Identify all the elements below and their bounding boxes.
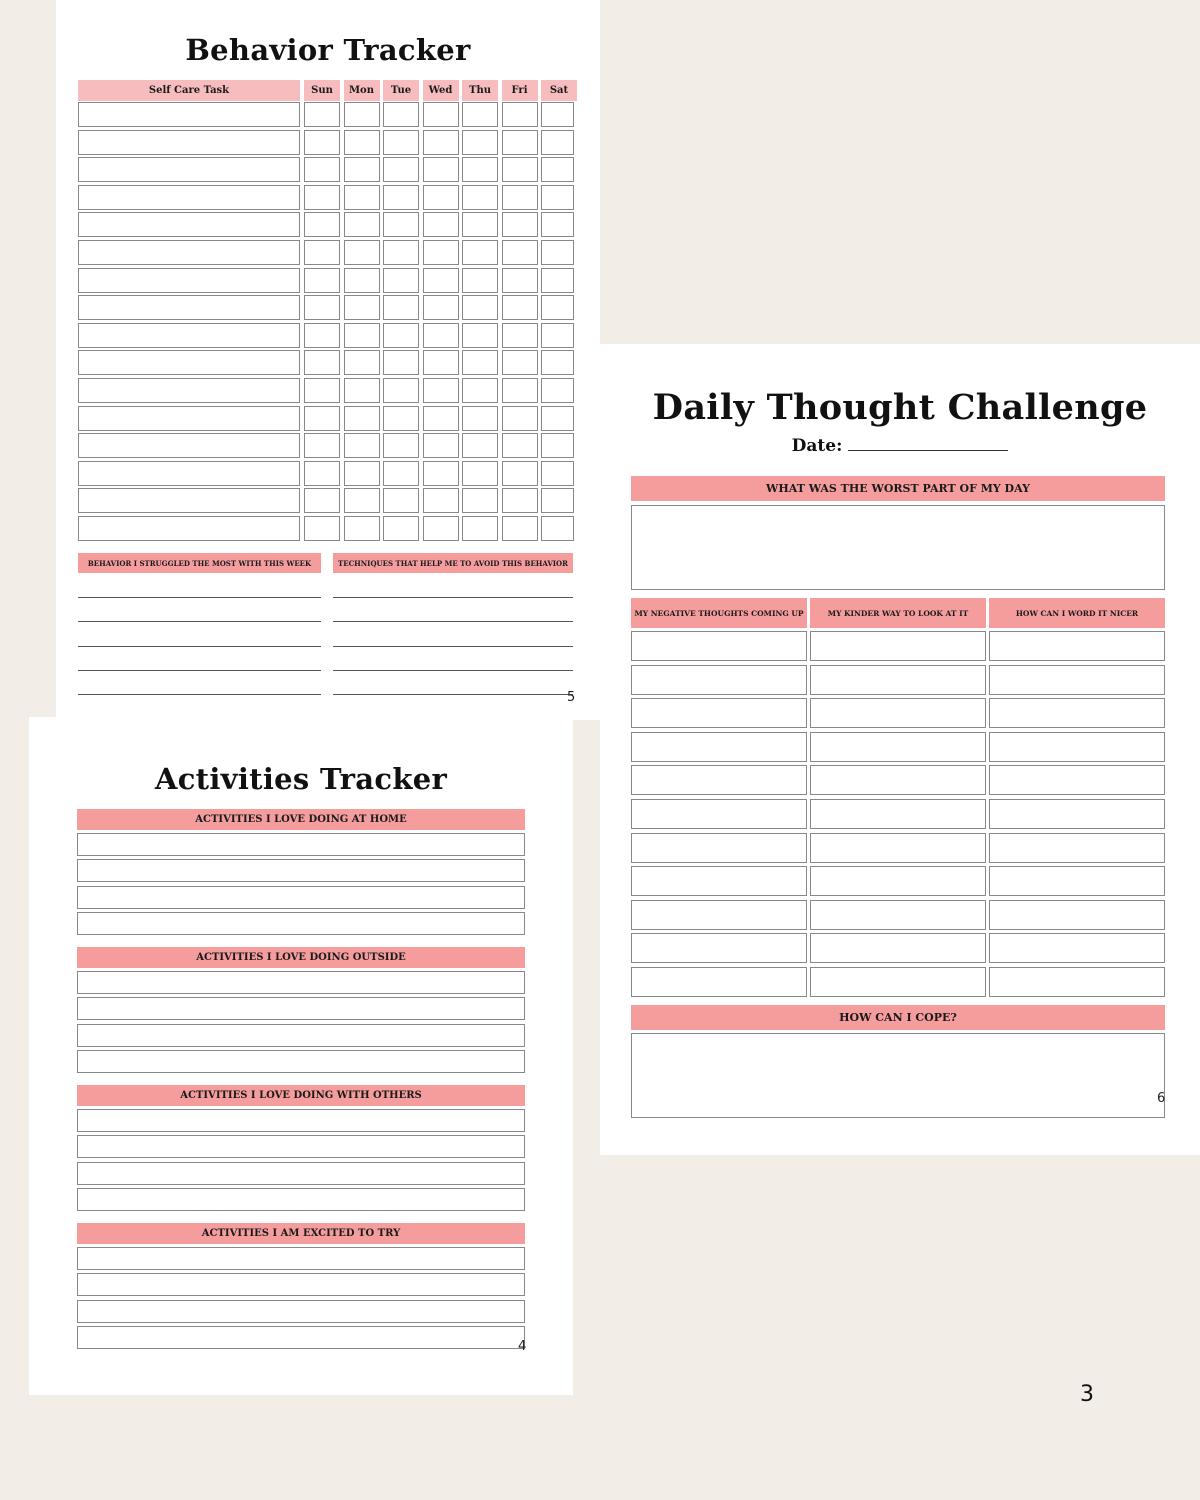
day-checkbox[interactable] <box>344 488 380 513</box>
thought-cell[interactable] <box>989 900 1165 930</box>
day-checkbox[interactable] <box>304 516 340 541</box>
day-checkbox[interactable] <box>423 433 459 458</box>
task-cell[interactable] <box>78 323 300 348</box>
thought-cell[interactable] <box>631 732 807 762</box>
day-checkbox[interactable] <box>541 350 574 375</box>
writing-line[interactable] <box>333 597 573 598</box>
thought-cell[interactable] <box>989 866 1165 896</box>
thought-cell[interactable] <box>631 799 807 829</box>
task-header: Self Care Task <box>78 80 300 101</box>
date-field[interactable] <box>600 436 1200 456</box>
day-checkbox[interactable] <box>383 516 419 541</box>
activities-section-header: ACTIVITIES I LOVE DOING OUTSIDE <box>77 947 525 968</box>
day-checkbox[interactable] <box>462 130 498 155</box>
day-checkbox[interactable] <box>502 212 538 237</box>
writing-line[interactable] <box>78 597 321 598</box>
day-checkbox[interactable] <box>344 157 380 182</box>
thought-cell[interactable] <box>810 866 986 896</box>
thought-cell[interactable] <box>810 967 986 997</box>
day-checkbox[interactable] <box>462 406 498 431</box>
thought-column-header: HOW CAN I WORD IT NICER <box>989 598 1165 628</box>
day-checkbox[interactable] <box>502 295 538 320</box>
activity-row[interactable] <box>77 971 525 994</box>
day-checkbox[interactable] <box>462 433 498 458</box>
day-checkbox[interactable] <box>423 268 459 293</box>
activities-section-header: ACTIVITIES I LOVE DOING WITH OTHERS <box>77 1085 525 1106</box>
day-header-fri: Fri <box>502 80 538 101</box>
day-checkbox[interactable] <box>344 516 380 541</box>
day-checkbox[interactable] <box>502 268 538 293</box>
thought-cell[interactable] <box>989 698 1165 728</box>
activity-row[interactable] <box>77 1300 525 1323</box>
day-checkbox[interactable] <box>462 516 498 541</box>
struggle-header: BEHAVIOR I STRUGGLED THE MOST WITH THIS WEEK <box>78 553 321 573</box>
writing-line[interactable] <box>78 646 321 647</box>
day-checkbox[interactable] <box>502 102 538 127</box>
thought-challenge-title: Daily Thought Challenge <box>652 387 1148 428</box>
day-checkbox[interactable] <box>344 240 380 265</box>
day-checkbox[interactable] <box>502 157 538 182</box>
day-checkbox[interactable] <box>462 157 498 182</box>
day-checkbox[interactable] <box>502 433 538 458</box>
day-checkbox[interactable] <box>502 406 538 431</box>
day-checkbox[interactable] <box>383 212 419 237</box>
day-checkbox[interactable] <box>344 185 380 210</box>
thought-cell[interactable] <box>631 631 807 661</box>
day-checkbox[interactable] <box>383 350 419 375</box>
activities-tracker-title: Activities Tracker <box>154 762 448 796</box>
task-cell[interactable] <box>78 295 300 320</box>
thought-cell[interactable] <box>989 631 1165 661</box>
activity-row[interactable] <box>77 1162 525 1185</box>
task-cell[interactable] <box>78 212 300 237</box>
day-checkbox[interactable] <box>304 406 340 431</box>
thought-cell[interactable] <box>989 665 1165 695</box>
day-checkbox[interactable] <box>344 130 380 155</box>
day-checkbox[interactable] <box>541 157 574 182</box>
day-checkbox[interactable] <box>344 295 380 320</box>
thought-cell[interactable] <box>810 799 986 829</box>
thought-cell[interactable] <box>631 665 807 695</box>
day-checkbox[interactable] <box>541 406 574 431</box>
day-checkbox[interactable] <box>541 488 574 513</box>
day-checkbox[interactable] <box>423 212 459 237</box>
cope-header: HOW CAN I COPE? <box>631 1005 1165 1030</box>
thought-cell[interactable] <box>631 933 807 963</box>
thought-cell[interactable] <box>810 665 986 695</box>
day-checkbox[interactable] <box>502 130 538 155</box>
writing-line[interactable] <box>78 621 321 622</box>
day-checkbox[interactable] <box>344 378 380 403</box>
worst-part-header: WHAT WAS THE WORST PART OF MY DAY <box>631 476 1165 501</box>
activity-row[interactable] <box>77 1326 525 1349</box>
day-checkbox[interactable] <box>304 157 340 182</box>
techniques-header: TECHNIQUES THAT HELP ME TO AVOID THIS BEHAVIOR <box>333 553 573 573</box>
day-checkbox[interactable] <box>502 350 538 375</box>
day-checkbox[interactable] <box>423 350 459 375</box>
thought-cell[interactable] <box>631 833 807 863</box>
day-checkbox[interactable] <box>304 350 340 375</box>
day-checkbox[interactable] <box>383 406 419 431</box>
day-checkbox[interactable] <box>423 378 459 403</box>
day-checkbox[interactable] <box>502 323 538 348</box>
thought-challenge-page <box>600 344 1200 1155</box>
behavior-tracker-page <box>56 0 600 720</box>
thought-cell[interactable] <box>631 900 807 930</box>
day-checkbox[interactable] <box>344 461 380 486</box>
day-checkbox[interactable] <box>423 406 459 431</box>
page-number: 4 <box>518 1339 527 1354</box>
thought-column-header: MY NEGATIVE THOUGHTS COMING UP <box>631 598 807 628</box>
day-checkbox[interactable] <box>541 212 574 237</box>
thought-cell[interactable] <box>989 967 1165 997</box>
day-checkbox[interactable] <box>502 488 538 513</box>
day-checkbox[interactable] <box>383 185 419 210</box>
day-checkbox[interactable] <box>344 323 380 348</box>
day-checkbox[interactable] <box>344 406 380 431</box>
thought-cell[interactable] <box>989 799 1165 829</box>
day-checkbox[interactable] <box>383 157 419 182</box>
activity-row[interactable] <box>77 886 525 909</box>
day-checkbox[interactable] <box>304 378 340 403</box>
writing-line[interactable] <box>333 694 573 695</box>
day-checkbox[interactable] <box>304 461 340 486</box>
day-checkbox[interactable] <box>383 461 419 486</box>
date-label: Date: <box>791 436 843 456</box>
activity-row[interactable] <box>77 997 525 1020</box>
day-checkbox[interactable] <box>304 323 340 348</box>
thought-cell[interactable] <box>810 765 986 795</box>
thought-cell[interactable] <box>631 866 807 896</box>
day-checkbox[interactable] <box>462 488 498 513</box>
activity-row[interactable] <box>77 1135 525 1158</box>
day-checkbox[interactable] <box>383 295 419 320</box>
day-checkbox[interactable] <box>344 102 380 127</box>
day-checkbox[interactable] <box>462 323 498 348</box>
writing-line[interactable] <box>333 621 573 622</box>
day-checkbox[interactable] <box>541 378 574 403</box>
day-checkbox[interactable] <box>541 240 574 265</box>
activity-row[interactable] <box>77 1247 525 1270</box>
day-checkbox[interactable] <box>462 212 498 237</box>
thought-cell[interactable] <box>989 765 1165 795</box>
day-checkbox[interactable] <box>423 102 459 127</box>
day-checkbox[interactable] <box>462 102 498 127</box>
activities-section-header: ACTIVITIES I LOVE DOING AT HOME <box>77 809 525 830</box>
day-checkbox[interactable] <box>423 488 459 513</box>
thought-column-header: MY KINDER WAY TO LOOK AT IT <box>810 598 986 628</box>
thought-cell[interactable] <box>810 900 986 930</box>
day-header-sun: Sun <box>304 80 340 101</box>
thought-cell[interactable] <box>810 631 986 661</box>
activity-row[interactable] <box>77 1188 525 1211</box>
task-cell[interactable] <box>78 185 300 210</box>
thought-cell[interactable] <box>989 732 1165 762</box>
day-checkbox[interactable] <box>423 295 459 320</box>
day-checkbox[interactable] <box>541 461 574 486</box>
day-checkbox[interactable] <box>541 516 574 541</box>
day-checkbox[interactable] <box>502 378 538 403</box>
day-checkbox[interactable] <box>304 102 340 127</box>
day-checkbox[interactable] <box>423 157 459 182</box>
slide-number: 3 <box>1080 1382 1094 1407</box>
writing-line[interactable] <box>333 646 573 647</box>
day-checkbox[interactable] <box>541 268 574 293</box>
day-checkbox[interactable] <box>541 295 574 320</box>
day-checkbox[interactable] <box>423 461 459 486</box>
day-header-mon: Mon <box>344 80 380 101</box>
day-checkbox[interactable] <box>383 240 419 265</box>
day-checkbox[interactable] <box>462 295 498 320</box>
thought-cell[interactable] <box>989 833 1165 863</box>
task-cell[interactable] <box>78 157 300 182</box>
activity-row[interactable] <box>77 1024 525 1047</box>
day-checkbox[interactable] <box>462 268 498 293</box>
date-blank-line[interactable] <box>848 438 1008 451</box>
day-checkbox[interactable] <box>462 461 498 486</box>
task-cell[interactable] <box>78 378 300 403</box>
day-checkbox[interactable] <box>502 461 538 486</box>
day-checkbox[interactable] <box>541 433 574 458</box>
day-checkbox[interactable] <box>462 185 498 210</box>
task-cell[interactable] <box>78 350 300 375</box>
task-cell[interactable] <box>78 516 300 541</box>
day-checkbox[interactable] <box>541 185 574 210</box>
task-cell[interactable] <box>78 102 300 127</box>
activities-section-header: ACTIVITIES I AM EXCITED TO TRY <box>77 1223 525 1244</box>
task-cell[interactable] <box>78 461 300 486</box>
day-checkbox[interactable] <box>541 130 574 155</box>
day-checkbox[interactable] <box>383 378 419 403</box>
day-checkbox[interactable] <box>383 102 419 127</box>
day-checkbox[interactable] <box>304 295 340 320</box>
activity-row[interactable] <box>77 1050 525 1073</box>
activity-row[interactable] <box>77 1273 525 1296</box>
writing-line[interactable] <box>78 670 321 671</box>
day-checkbox[interactable] <box>344 268 380 293</box>
day-checkbox[interactable] <box>541 323 574 348</box>
activity-row[interactable] <box>77 1109 525 1132</box>
behavior-tracker-title: Behavior Tracker <box>185 33 471 67</box>
thought-cell[interactable] <box>810 833 986 863</box>
day-checkbox[interactable] <box>304 268 340 293</box>
activity-row[interactable] <box>77 912 525 935</box>
day-checkbox[interactable] <box>462 350 498 375</box>
day-checkbox[interactable] <box>423 323 459 348</box>
day-checkbox[interactable] <box>344 350 380 375</box>
thought-cell[interactable] <box>631 698 807 728</box>
activity-row[interactable] <box>77 859 525 882</box>
task-cell[interactable] <box>78 433 300 458</box>
day-checkbox[interactable] <box>423 185 459 210</box>
day-checkbox[interactable] <box>344 212 380 237</box>
task-cell[interactable] <box>78 130 300 155</box>
activities-tracker-page <box>29 717 573 1395</box>
day-checkbox[interactable] <box>462 378 498 403</box>
day-header-thu: Thu <box>462 80 498 101</box>
thought-cell[interactable] <box>631 967 807 997</box>
day-checkbox[interactable] <box>304 433 340 458</box>
day-header-wed: Wed <box>423 80 459 101</box>
day-checkbox[interactable] <box>383 323 419 348</box>
writing-line[interactable] <box>78 694 321 695</box>
day-checkbox[interactable] <box>304 212 340 237</box>
day-checkbox[interactable] <box>502 516 538 541</box>
task-cell[interactable] <box>78 268 300 293</box>
activity-row[interactable] <box>77 833 525 856</box>
day-checkbox[interactable] <box>423 516 459 541</box>
day-checkbox[interactable] <box>383 488 419 513</box>
page-number: 6 <box>1157 1091 1166 1106</box>
task-cell[interactable] <box>78 240 300 265</box>
cope-box[interactable] <box>631 1033 1165 1118</box>
day-checkbox[interactable] <box>383 433 419 458</box>
thought-cell[interactable] <box>810 698 986 728</box>
worst-part-box[interactable] <box>631 505 1165 590</box>
thought-cell[interactable] <box>810 933 986 963</box>
day-checkbox[interactable] <box>344 433 380 458</box>
day-checkbox[interactable] <box>502 185 538 210</box>
day-checkbox[interactable] <box>304 488 340 513</box>
day-checkbox[interactable] <box>383 130 419 155</box>
day-header-sat: Sat <box>541 80 577 101</box>
day-checkbox[interactable] <box>423 130 459 155</box>
thought-cell[interactable] <box>631 765 807 795</box>
day-header-tue: Tue <box>383 80 419 101</box>
thought-cell[interactable] <box>989 933 1165 963</box>
page-number: 5 <box>567 690 576 705</box>
day-checkbox[interactable] <box>423 240 459 265</box>
task-cell[interactable] <box>78 488 300 513</box>
thought-cell[interactable] <box>810 732 986 762</box>
day-checkbox[interactable] <box>383 268 419 293</box>
day-checkbox[interactable] <box>502 240 538 265</box>
day-checkbox[interactable] <box>304 130 340 155</box>
task-cell[interactable] <box>78 406 300 431</box>
day-checkbox[interactable] <box>304 240 340 265</box>
writing-line[interactable] <box>333 670 573 671</box>
day-checkbox[interactable] <box>541 102 574 127</box>
day-checkbox[interactable] <box>304 185 340 210</box>
day-checkbox[interactable] <box>462 240 498 265</box>
